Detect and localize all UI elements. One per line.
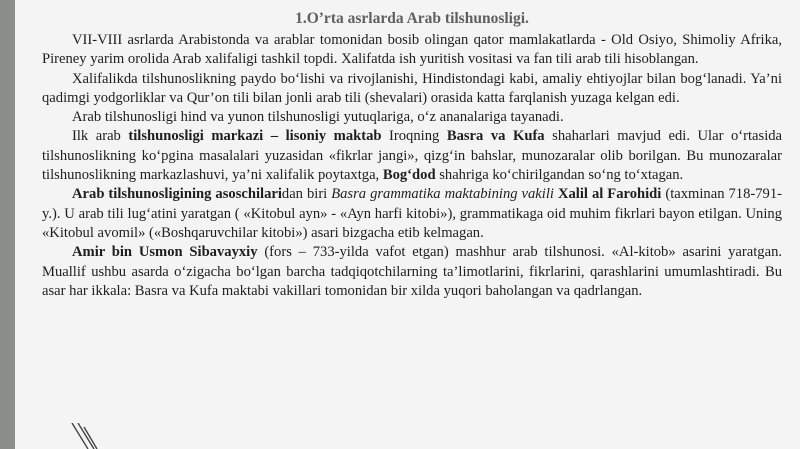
paragraph-5	[42, 185, 782, 243]
text-run: Arab tilshunosligi hind va yunon tilshunosligi yutuqlariga, o‘z ananalariga tayanadi.	[72, 109, 564, 126]
bold-term: Xalil al Farohidi	[557, 186, 662, 203]
italic-term: Basra grammatika maktabining vakili	[331, 186, 554, 203]
paragraph-1	[42, 31, 782, 70]
page-title: 1.O’rta asrlarda Arab tilshunosligi.	[295, 10, 529, 27]
text-run: VII-VIII asrlarda Arabistonda va arablar tomonidan bosib olingan qator mamlakatlarda - Old Osiyo, Shimoliy Afrika, Pireney yarim orolida Arab xalifaligi tashkil topdi. Xalifatda ish yuritish vositasi va fan tili arab tili hisoblangan.	[42, 32, 782, 68]
paragraph-3	[42, 108, 782, 127]
text-run: Xalifalikda tilshunoslikning paydo bo‘lishi va rivojlanishi, Hindistondagi kabi, amaliy ehtiyojlar bilan bog‘lanadi. Ya’ni qadimgi yodgorliklar va Qur’on tili bilan jonli arab tili (shevalari) orasida katta farqlanish yuzaga kelgan edi.	[42, 70, 782, 106]
bold-term: Arab tilshunosligining asoschilari	[72, 186, 282, 203]
paragraph-4	[42, 127, 782, 185]
left-accent-bar	[0, 0, 15, 449]
bold-term: Amir bin Usmon Sibavayxiy	[72, 244, 258, 261]
paragraph-6	[42, 243, 782, 301]
text-run: Ilk arab	[72, 128, 129, 145]
bold-term: tilshunosligi markazi – lisoniy maktab	[128, 128, 382, 145]
text-run: (taxminan 718-791-y.). U arab tili lug‘atini yaratgan ( «Kitobul ayn» - «Ayn harfi kitobi»), grammatikaga oid muhim fikrlari bayon etilgan. Uning «Kitobul avomil» («Boshqaruvchilar kitobi») asari bizgacha etib kelmagan.	[42, 186, 782, 241]
bold-term: Basra va Kufa	[446, 128, 545, 145]
diagonal-lines-decoration-icon	[70, 423, 130, 449]
text-run: shaharlari mavjud edi. Ular o‘rtasida tilshunoslikning ko‘pgina masalalari yuzasidan «fikrlar jangi», qizg‘in bahslar, munozaralar olib borilgan. Bu munozaralar tilshunoslikning markazlashuvi, ya’ni xalifalik poytaxtga,	[42, 128, 783, 184]
paragraph-2	[42, 70, 782, 109]
text-run: dan biri	[281, 186, 332, 203]
bold-term: Bog‘dod	[382, 167, 436, 184]
text-run: shahriga ko‘chirilgandan so‘ng to‘xtagan.	[435, 167, 684, 184]
document-body	[42, 10, 782, 301]
text-run: Iroqning	[381, 128, 447, 145]
text-run: (fors – 733-yilda vafot etgan) mashhur arab tilshunosi. «Al-kitob» asarini yaratgan. Muallif ushbu asarda o‘zigacha bo‘lgan barcha tadqiqotchilarning ta’limotlarini, fikrlarini, qarashlarini umumlashtiradi. Bu asar har ikkala: Basra va Kufa maktabi vakillari tomonidan bir xilda yuqori baholangan va qadrlangan.	[42, 244, 783, 299]
